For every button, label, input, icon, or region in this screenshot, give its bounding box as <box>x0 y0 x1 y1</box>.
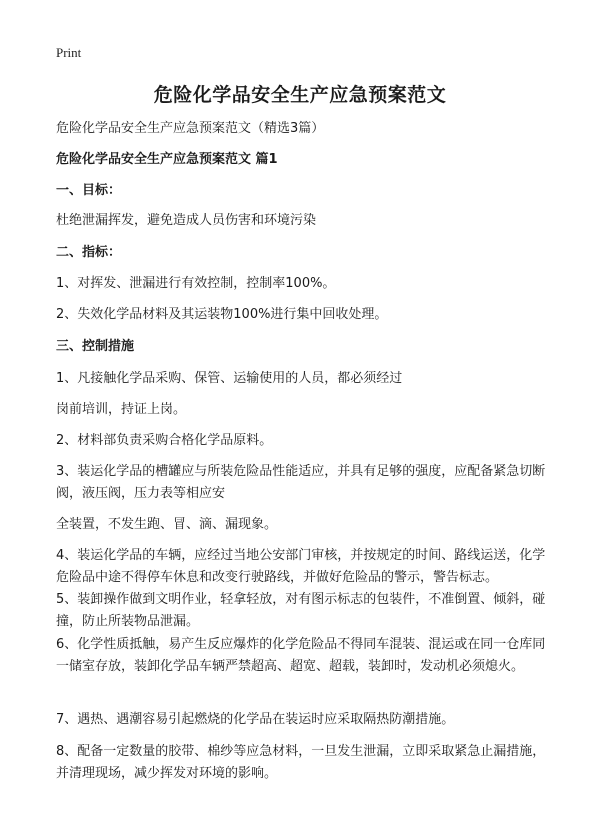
measure-7: 7、遇热、遇潮容易引起燃烧的化学品在装运时应采取隔热防潮措施。 <box>56 712 455 727</box>
measure-5: 5、装卸操作做到文明作业，轻拿轻放，对有图示标志的包装件，不准倒置、倾斜，碰撞，防止所装物品泄漏。 <box>56 592 546 629</box>
heading-measures: 三、控制措施 <box>56 339 135 354</box>
heading-goal: 一、目标： <box>56 183 122 198</box>
print-link[interactable]: Print <box>56 45 82 60</box>
measure-3-part-2: 全装置，不发生跑、冒、滴、漏现象。 <box>56 517 278 532</box>
measure-6: 6、化学性质抵触，易产生反应爆炸的化学危险品不得同车混装、混运或在同一仓库同一储室存放，装卸化学品车辆严禁超高、超宽、超载，装卸时，发动机必须熄火。 <box>56 637 546 674</box>
measure-2: 2、材料部负责采购合格化学品原料。 <box>56 433 273 448</box>
measure-1-line-1: 1、凡接触化学品采购、保管、运输使用的人员，都必须经过 <box>56 371 403 386</box>
document-subtitle: 危险化学品安全生产应急预案范文（精选3篇） <box>56 121 325 136</box>
section-title: 危险化学品安全生产应急预案范文 篇1 <box>56 152 278 167</box>
measure-8: 8、配备一定数量的胶带、棉纱等应急材料，一旦发生泄漏，立即采取紧急止漏措施，并清理现场，减少挥发对环境的影响。 <box>56 744 546 781</box>
goal-text: 杜绝泄漏挥发，避免造成人员伤害和环境污染 <box>56 213 317 228</box>
document-title: 危险化学品安全生产应急预案范文 <box>153 84 447 106</box>
index-item-2: 2、失效化学品材料及其运装物100%进行集中回收处理。 <box>56 307 388 322</box>
index-item-1: 1、对挥发、泄漏进行有效控制，控制率100%。 <box>56 276 336 291</box>
measure-3-part-1: 3、装运化学品的槽罐应与所装危险品性能适应，并具有足够的强度，应配备紧急切断阀，液压阀，压力表等相应安 <box>56 464 546 501</box>
heading-index: 二、指标： <box>56 245 122 260</box>
measure-4: 4、装运化学品的车辆，应经过当地公安部门审核，并按规定的时间、路线运送，化学危险品中途不得停车休息和改变行驶路线，并做好危险品的警示，警告标志。 <box>56 548 546 585</box>
measure-1-line-2: 岗前培训，持证上岗。 <box>56 402 187 417</box>
